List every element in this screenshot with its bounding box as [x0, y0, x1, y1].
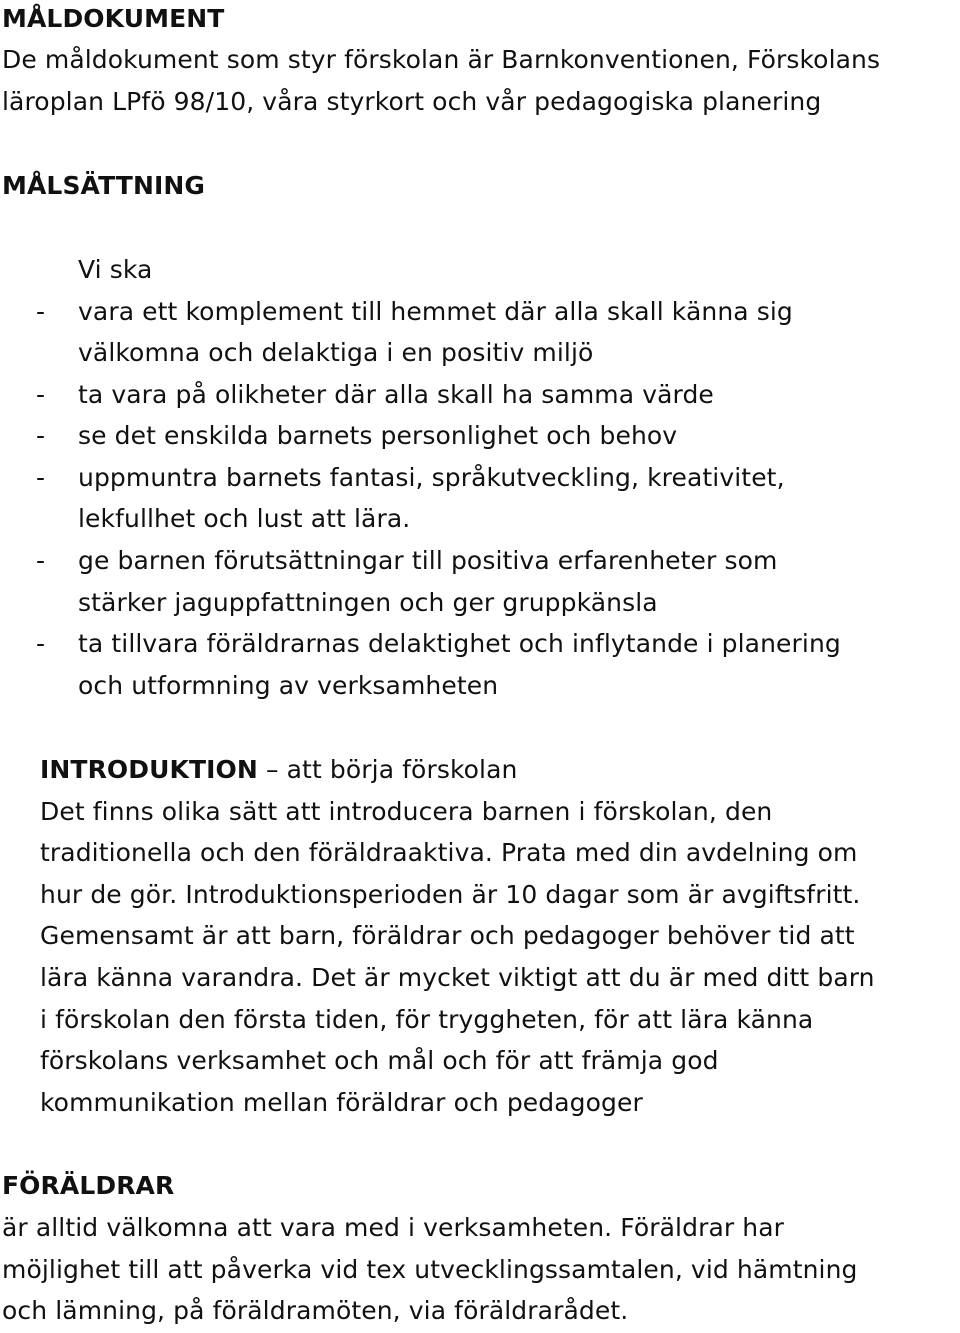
bullet-dash: - [36, 297, 46, 326]
bullet-dash: - [36, 421, 46, 450]
bullet-dash: - [36, 380, 46, 409]
section-heading-maldokument: MÅLDOKUMENT [2, 4, 225, 33]
list-item-continuation: välkomna och delaktiga i en positiv miljö [78, 338, 594, 367]
paragraph-line: är alltid välkomna att vara med i verksamheten. Föräldrar har [2, 1213, 785, 1242]
list-item: ta vara på olikheter där alla skall ha samma värde [78, 380, 714, 409]
section-heading-introduktion [40, 754, 517, 786]
list-intro: Vi ska [78, 255, 153, 284]
list-item: ge barnen förutsättningar till positiva erfarenheter som [78, 546, 778, 575]
bullet-dash: - [36, 463, 46, 492]
paragraph-line: och lämning, på föräldramöten, via föräldrarådet. [2, 1296, 629, 1325]
heading-bold-part: INTRODUKTION [40, 755, 258, 784]
paragraph-line: Gemensamt är att barn, föräldrar och pedagoger behöver tid att [40, 921, 855, 950]
bullet-dash: - [36, 546, 46, 575]
section-heading-malsattning: MÅLSÄTTNING [2, 171, 206, 200]
paragraph-line: Det finns olika sätt att introducera barnen i förskolan, den [40, 797, 773, 826]
list-item-continuation: och utformning av verksamheten [78, 671, 499, 700]
paragraph-line: kommunikation mellan föräldrar och pedagoger [40, 1088, 643, 1117]
paragraph-line: traditionella och den föräldraaktiva. Prata med din avdelning om [40, 838, 858, 867]
list-item: vara ett komplement till hemmet där alla skall känna sig [78, 297, 793, 326]
paragraph-line: i förskolan den första tiden, för tryggheten, för att lära känna [40, 1005, 814, 1034]
section-heading-foraldrar: FÖRÄLDRAR [2, 1171, 175, 1200]
paragraph-line: möjlighet till att påverka vid tex utvecklingssamtalen, vid hämtning [2, 1255, 858, 1284]
list-item: ta tillvara föräldrarnas delaktighet och inflytande i planering [78, 629, 841, 658]
list-item: se det enskilda barnets personlighet och behov [78, 421, 678, 450]
paragraph-line: lära känna varandra. Det är mycket viktigt att du är med ditt barn [40, 963, 875, 992]
paragraph-line: De måldokument som styr förskolan är Barnkonventionen, Förskolans [2, 45, 881, 74]
paragraph-line: läroplan LPfö 98/10, våra styrkort och vår pedagogiska planering [2, 87, 822, 116]
list-item-continuation: lekfullhet och lust att lära. [78, 504, 411, 533]
heading-subtitle: – att börja förskolan [257, 755, 518, 784]
bullet-dash: - [36, 629, 46, 658]
paragraph-line: hur de gör. Introduktionsperioden är 10 dagar som är avgiftsfritt. [40, 880, 861, 909]
paragraph-line: förskolans verksamhet och mål och för att främja god [40, 1046, 719, 1075]
list-item: uppmuntra barnets fantasi, språkutveckling, kreativitet, [78, 463, 785, 492]
list-item-continuation: stärker jaguppfattningen och ger gruppkänsla [78, 588, 658, 617]
